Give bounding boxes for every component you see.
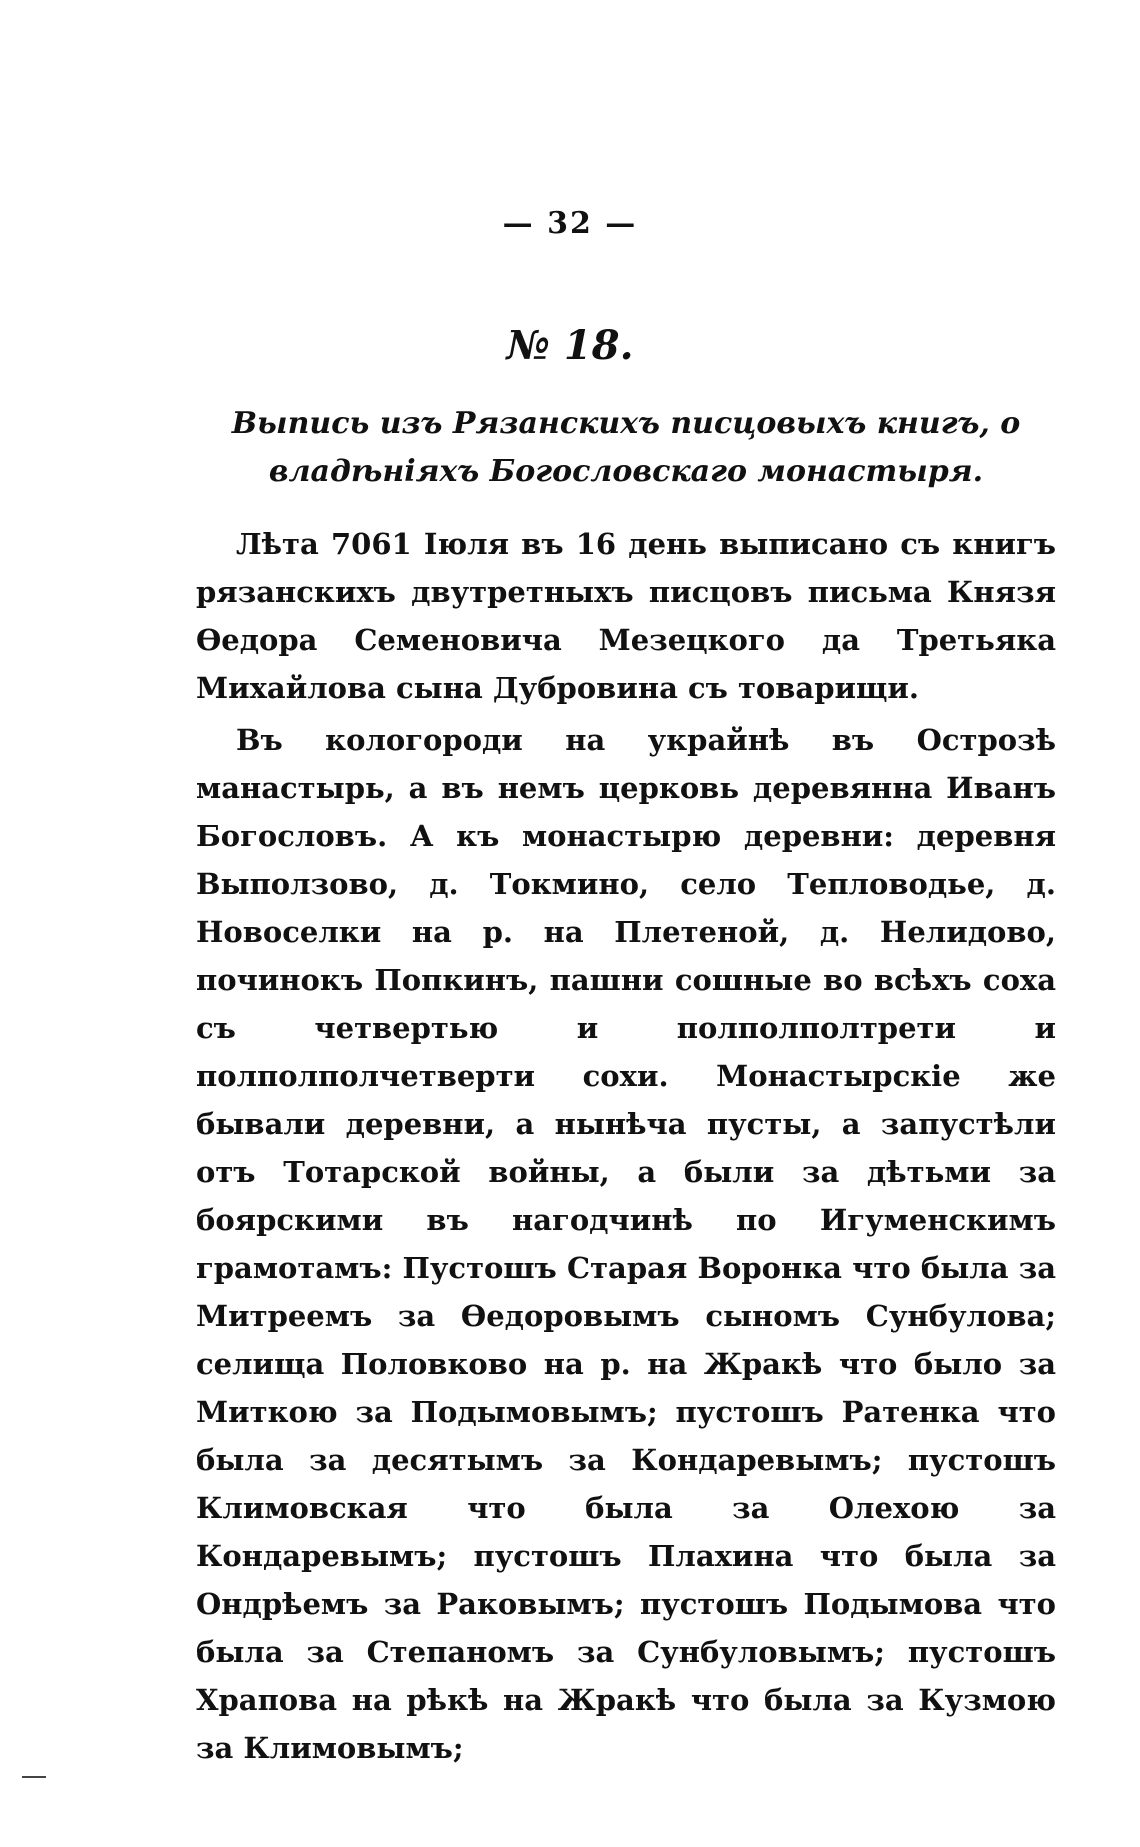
page-number: — 32 — bbox=[502, 206, 638, 241]
paragraph-2: Въ кологороди на украйнѣ въ Острозѣ манастырь, а въ немъ церковь деревянна Иванъ Богословъ. А къ монастырю деревни: деревня Выползово, д. Токмино, село Тепловодье, д. Новоселки на р. на Плетеной, д. Нелидово, починокъ Попкинъ, пашни сошные во всѣхъ соха съ четвертью и полполполтрети и полполполчетверти сохи. Монастырскiе же бывали деревни, а нынѣча пусты, а запустѣли отъ Тотарской войны, а были за дѣтьми за боярскими въ нагодчинѣ по Игуменскимъ грамотамъ: Пустошъ Старая Воронка что была за Митреемъ за Өедоровымъ сыномъ Сунбулова; селища Половково на р. на Жракѣ что было за Миткою за Подымовымъ; пустошъ Ратенка что была за десятымъ за Кондаревымъ; пустошъ Климовская что была за Олехою за Кондаревымъ; пустошъ Плахина что была за Ондрѣемъ за Раковымъ; пустошъ Подымова что была за Степаномъ за Сунбуловымъ; пустошъ Храпова на рѣкѣ на Жракѣ что была за Кузмою за Климовымъ; bbox=[196, 723, 1056, 1765]
paragraph-1: Лѣта 7061 Iюля въ 16 день выписано съ книгъ рязанскихъ двутретныхъ писцовъ письма Князя Өедора Семеновича Мезецкого да Третьяка Михайлова сына Дубровина съ товарищи. bbox=[196, 527, 1056, 705]
document-body bbox=[196, 520, 1056, 1772]
document-number: № 18. bbox=[506, 322, 634, 369]
document-title: Выпись изъ Рязанскихъ писцовыхъ книгъ, о владѣнiяхъ Богословскаго монастыря. bbox=[231, 406, 1021, 489]
margin-mark bbox=[22, 1776, 46, 1778]
